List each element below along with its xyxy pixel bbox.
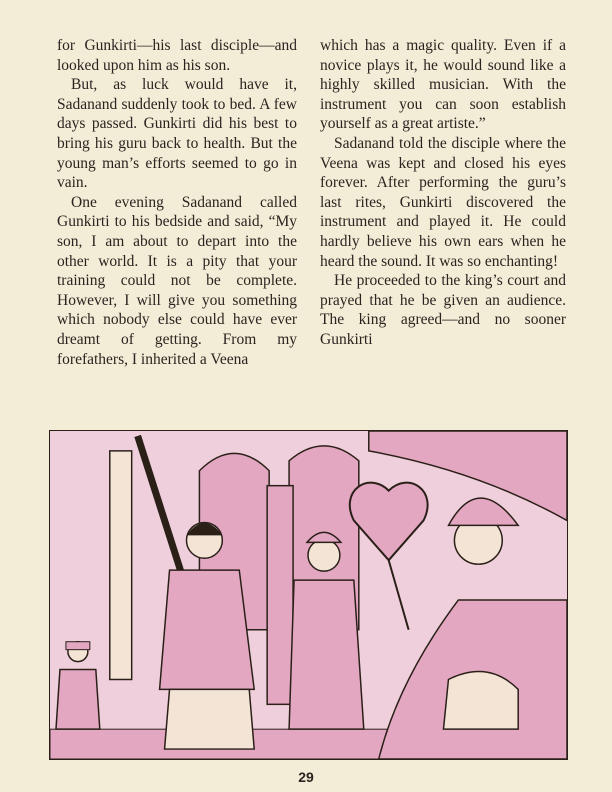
story-column-right <box>320 36 566 350</box>
paragraph: for Gunkirti—his last disciple—and looked upon him as his son. <box>57 37 297 74</box>
illustration-svg <box>50 431 567 759</box>
paragraph: But, as luck would have it, Sadanand suddenly took to bed. A few days passed. Gunkirti did his best to bring his guru back to health. But the young man’s efforts seemed to go in vain. <box>57 76 297 192</box>
paragraph: One evening Sadanand called Gunkirti to his bedside and said, “My son, I am about to depart into the other world. It is a pity that your training could not be complete. However, I will give you something which nobody else could have ever dreamt of getting. From my forefathers, I inherited a Veena <box>57 193 297 368</box>
page-number: 29 <box>298 769 314 785</box>
story-column-left <box>57 36 297 369</box>
court-scene-illustration <box>49 430 568 760</box>
paragraph: He proceeded to the king’s court and prayed that he be given an audience. The king agreed—and no sooner Gunkirti <box>320 272 566 348</box>
paragraph: which has a magic quality. Even if a novice plays it, he would sound like a highly skilled musician. With the instrument you can soon establish yourself as a great artiste.” <box>320 37 566 133</box>
pillar-middle <box>267 486 293 705</box>
pillar-left <box>110 451 132 680</box>
paragraph: Sadanand told the disciple where the Veena was kept and closed his eyes forever. After performing the guru’s last rites, Gunkirti discovered the instrument and played it. He could hardly believe his own ears when he heard the sound. It was so enchanting! <box>320 134 566 270</box>
